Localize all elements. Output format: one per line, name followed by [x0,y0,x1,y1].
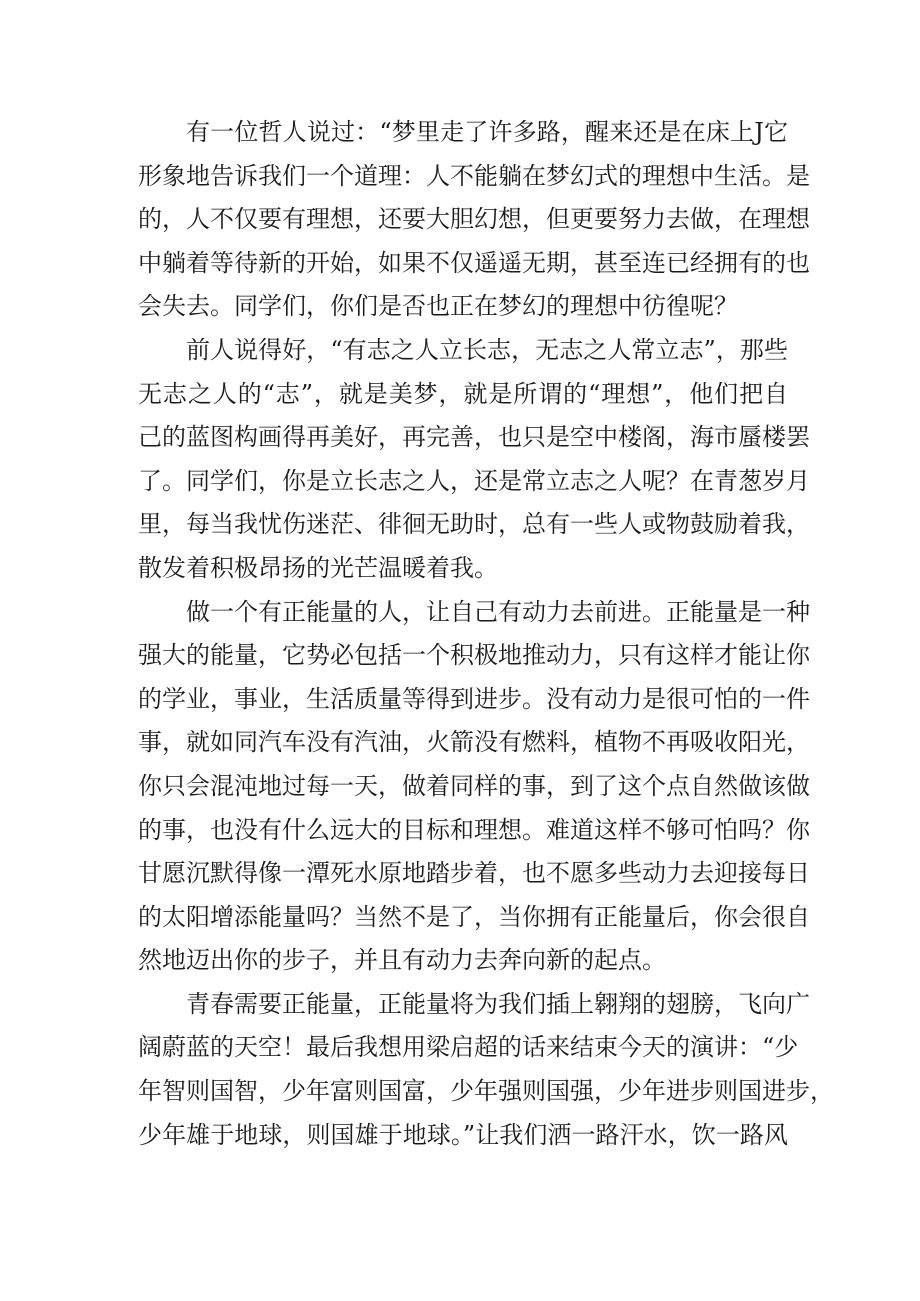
text-line: 里，每当我忧伤迷茫、徘徊无助时，总有一些人或物鼓励着我， [138,510,810,539]
text-line: 散发着积极昂扬的光芒温暖着我。 [138,553,498,582]
text-line: 会失去。同学们，你们是否也正在梦幻的理想中彷徨呢？ [138,292,738,321]
text-line: 无志之人的“志”，就是美梦，就是所谓的“理想”，他们把自 [138,379,788,408]
text-line: 中躺着等待新的开始，如果不仅遥遥无期，甚至连已经拥有的也 [138,248,810,277]
text-line: 有一位哲人说过：“梦里走了许多路，醒来还是在床上J它 [186,118,788,146]
text-line: 甘愿沉默得像一潭死水原地踏步着，也不愿多些动力去迎接每日 [138,859,810,888]
paragraph-4 [138,983,834,1157]
text-line: 事，就如同汽车没有汽油，火箭没有燃料，植物不再吸收阳光， [138,728,810,757]
text-line: 然地迈出你的步子，并且有动力去奔向新的起点。 [138,946,666,975]
text-line: 阔蔚蓝的天空！最后我想用梁启超的话来结束今天的演讲：“少 [138,1033,799,1062]
text-line: 年智则国智，少年富则国富，少年强则国强，少年进步则国进步， [138,1077,834,1106]
text-line: 的学业，事业，生活质量等得到进步。没有动力是很可怕的一件 [138,684,810,713]
text-line: 己的蓝图构画得再美好，再完善，也只是空中楼阁，海市蜃楼罢 [138,423,810,452]
text-line: 了。同学们，你是立长志之人，还是常立志之人呢？在青葱岁月 [138,466,810,495]
text-line: 少年雄于地球，则国雄于地球。”让我们洒一路汗水，饮一路风 [138,1120,788,1149]
text-line: 你只会混沌地过每一天，做着同样的事，到了这个点自然做该做 [138,771,810,800]
text-line: 形象地告诉我们一个道理：人不能躺在梦幻式的理想中生活。是 [138,161,810,190]
text-line: 的，人不仅要有理想，还要大胆幻想，但更要努力去做，在理想 [138,205,810,234]
body-text [138,111,834,1157]
paragraph-2 [138,329,810,591]
paragraph-3 [138,591,810,983]
text-line: 强大的能量，它势必包括一个积极地推动力，只有这样才能让你 [138,641,810,670]
text-line: 前人说得好，“有志之人立长志，无志之人常立志”，那些 [186,335,788,364]
text-line: 做一个有正能量的人，让自己有动力去前进。正能量是一种 [186,597,810,626]
text-line: 青春需要正能量，正能量将为我们插上翱翔的翅膀，飞向广 [186,989,810,1018]
text-line: 的事，也没有什么远大的目标和理想。难道这样不够可怕吗？你 [138,815,810,844]
text-line: 的太阳增添能量吗？当然不是了，当你拥有正能量后，你会很自 [138,902,810,931]
paragraph-1 [138,111,810,329]
